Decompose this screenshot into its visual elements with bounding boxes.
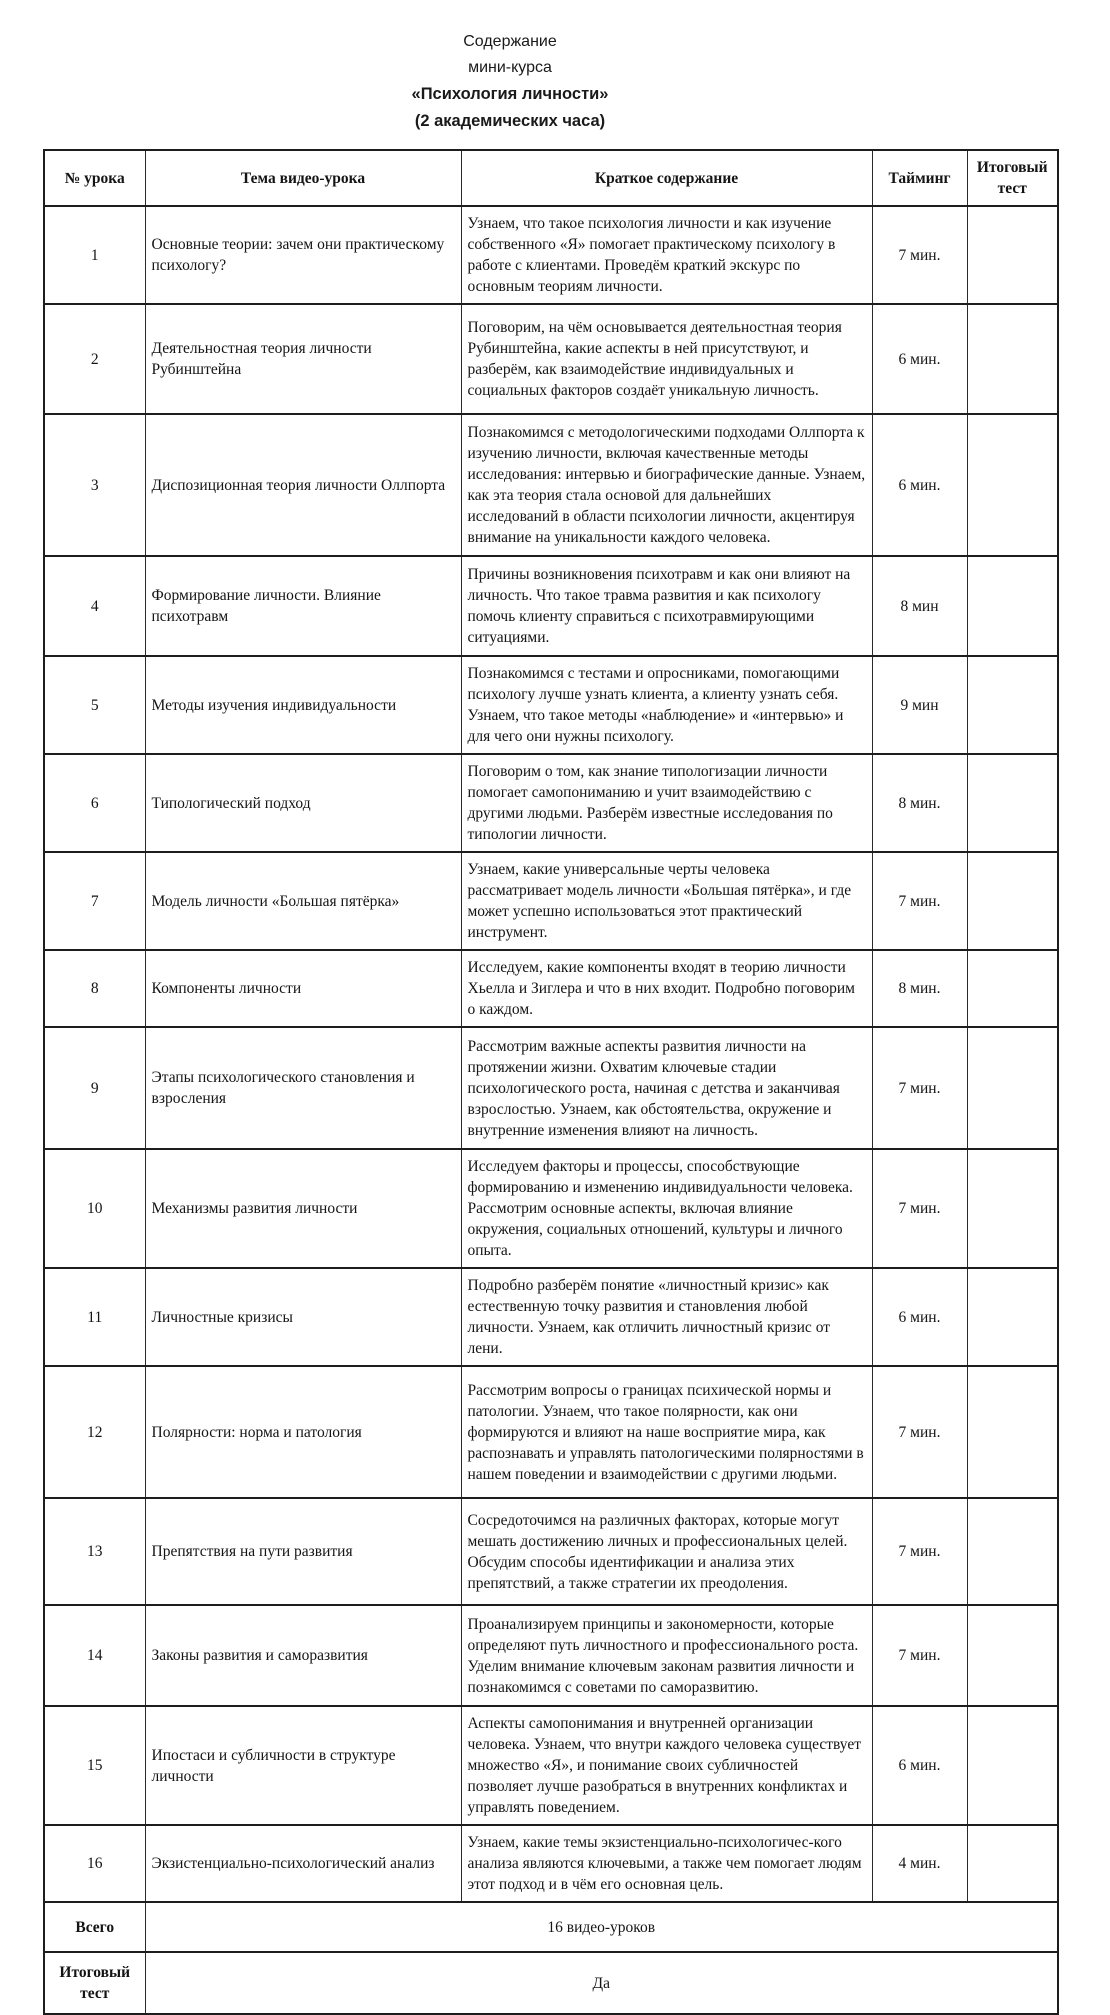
lesson-number-cell: 9 xyxy=(44,1027,145,1149)
lesson-timing-cell: 9 мин xyxy=(872,656,967,754)
lesson-topic-cell: Основные теории: зачем они практическому психологу? xyxy=(145,206,461,304)
lesson-test-cell xyxy=(967,206,1058,304)
lesson-number-cell: 15 xyxy=(44,1706,145,1825)
lesson-row xyxy=(44,304,1058,414)
document-page xyxy=(0,34,1110,2015)
lesson-topic-cell: Деятельностная теория личности Рубинштейна xyxy=(145,304,461,414)
course-heading xyxy=(0,34,1020,129)
lesson-test-cell xyxy=(967,414,1058,556)
lesson-timing-cell: 7 мин. xyxy=(872,1605,967,1706)
total-value: 16 видео-уроков xyxy=(145,1902,1058,1952)
lesson-summary-cell: Аспекты самопонимания и внутренней организации человека. Узнаем, что внутри каждого человека существует множество «Я», и понимание своих субличностей позволяет лучше разобраться в внутренних конфликтах и управлять поведением. xyxy=(461,1706,872,1825)
lesson-number-cell: 4 xyxy=(44,556,145,656)
lesson-number-cell: 6 xyxy=(44,754,145,852)
lesson-row xyxy=(44,1027,1058,1149)
lesson-number-cell: 14 xyxy=(44,1605,145,1706)
total-row xyxy=(44,1902,1058,1952)
lesson-row xyxy=(44,754,1058,852)
lesson-number-cell: 12 xyxy=(44,1366,145,1498)
lesson-summary-cell: Рассмотрим важные аспекты развития личности на протяжении жизни. Охватим ключевые стадии психологического роста, начиная с детства и заканчивая взрослостью. Узнаем, как обстоятельства, окружение и внутренние изменения влияют на личность. xyxy=(461,1027,872,1149)
lesson-summary-cell: Познакомимся с тестами и опросниками, помогающими психологу лучше узнать клиента, а клиенту узнать себя. Узнаем, что такое методы «наблюдение» и «интервью» и для чего они нужны психологу. xyxy=(461,656,872,754)
lesson-row xyxy=(44,1706,1058,1825)
lesson-test-cell xyxy=(967,1605,1058,1706)
lesson-timing-cell: 7 мин. xyxy=(872,1366,967,1498)
header-row xyxy=(44,150,1058,206)
lesson-timing-cell: 6 мин. xyxy=(872,1268,967,1366)
lesson-summary-cell: Причины возникновения психотравм и как они влияют на личность. Что такое травма развития и как психологу помочь клиенту справиться с психотравмирующими ситуациями. xyxy=(461,556,872,656)
lesson-number-cell: 3 xyxy=(44,414,145,556)
lesson-row xyxy=(44,556,1058,656)
lesson-summary-cell: Узнаем, какие темы экзистенциально-психологичес-кого анализа являются ключевыми, а также чем помогает людям этот подход и в чём его основная цель. xyxy=(461,1825,872,1902)
final-test-label: Итоговый тест xyxy=(44,1952,145,2014)
lesson-topic-cell: Механизмы развития личности xyxy=(145,1149,461,1268)
lesson-summary-cell: Сосредоточимся на различных факторах, которые могут мешать достижению личных и профессиональных целей. Обсудим способы идентификации и анализа этих препятствий, а также стратегии их преодоления. xyxy=(461,1498,872,1605)
lesson-topic-cell: Диспозиционная теория личности Оллпорта xyxy=(145,414,461,556)
lesson-topic-cell: Личностные кризисы xyxy=(145,1268,461,1366)
heading-minicourse-label: мини-курса xyxy=(468,59,552,76)
lesson-test-cell xyxy=(967,1366,1058,1498)
lesson-topic-cell: Ипостаси и субличности в структуре личности xyxy=(145,1706,461,1825)
lesson-summary-cell: Подробно разберём понятие «личностный кризис» как естественную точку развития и становления любой личности. Узнаем, как отличить личностный кризис от лени. xyxy=(461,1268,872,1366)
lesson-row xyxy=(44,852,1058,950)
lesson-test-cell xyxy=(967,1706,1058,1825)
lesson-topic-cell: Компоненты личности xyxy=(145,950,461,1027)
lesson-test-cell xyxy=(967,656,1058,754)
course-contents-table xyxy=(43,149,1059,2015)
lesson-number-cell: 2 xyxy=(44,304,145,414)
lesson-test-cell xyxy=(967,754,1058,852)
lesson-number-cell: 1 xyxy=(44,206,145,304)
lesson-timing-cell: 7 мин. xyxy=(872,1498,967,1605)
final-test-row xyxy=(44,1952,1058,2014)
lesson-test-cell xyxy=(967,950,1058,1027)
lesson-row xyxy=(44,206,1058,304)
table-footer xyxy=(44,1902,1058,2014)
lesson-number-cell: 7 xyxy=(44,852,145,950)
lesson-topic-cell: Законы развития и саморазвития xyxy=(145,1605,461,1706)
lesson-test-cell xyxy=(967,1149,1058,1268)
lesson-topic-cell: Типологический подход xyxy=(145,754,461,852)
lesson-topic-cell: Полярности: норма и патология xyxy=(145,1366,461,1498)
lesson-row xyxy=(44,1268,1058,1366)
lesson-row xyxy=(44,1825,1058,1902)
lesson-summary-cell: Рассмотрим вопросы о границах психической нормы и патологии. Узнаем, что такое полярности, как они формируются и влияют на наше восприятие мира, как распознавать и управлять патологическими полярностями в нашем поведении и взаимодействии с другими людьми. xyxy=(461,1366,872,1498)
lesson-number-cell: 10 xyxy=(44,1149,145,1268)
lesson-row xyxy=(44,1149,1058,1268)
heading-contents-label: Содержание xyxy=(463,33,557,50)
lesson-summary-cell: Исследуем, какие компоненты входят в теорию личности Хьелла и Зиглера и что в них входит. Подробно поговорим о каждом. xyxy=(461,950,872,1027)
lesson-timing-cell: 7 мин. xyxy=(872,852,967,950)
column-header-final-test: Итоговый тест xyxy=(967,150,1058,206)
lesson-test-cell xyxy=(967,304,1058,414)
column-header-timing: Тайминг xyxy=(872,150,967,206)
lesson-timing-cell: 8 мин. xyxy=(872,950,967,1027)
lesson-test-cell xyxy=(967,556,1058,656)
lesson-test-cell xyxy=(967,852,1058,950)
lesson-summary-cell: Узнаем, какие универсальные черты человека рассматривает модель личности «Большая пятёрка», и где может успешно использоваться этот практический инструмент. xyxy=(461,852,872,950)
lesson-topic-cell: Этапы психологического становления и взросления xyxy=(145,1027,461,1149)
lesson-number-cell: 13 xyxy=(44,1498,145,1605)
lesson-summary-cell: Познакомимся с методологическими подходами Оллпорта к изучению личности, включая качественные методы исследования: интервью и биографические данные. Узнаем, как эта теория стала основой для дальнейших исследований в области психологии личности, акцентируя внимание на уникальности каждого человека. xyxy=(461,414,872,556)
lesson-number-cell: 8 xyxy=(44,950,145,1027)
lesson-timing-cell: 6 мин. xyxy=(872,1706,967,1825)
lesson-summary-cell: Узнаем, что такое психология личности и как изучение собственного «Я» помогает практическому психологу в работе с клиентами. Проведём краткий экскурс по основным теориям личности. xyxy=(461,206,872,304)
lesson-timing-cell: 7 мин. xyxy=(872,206,967,304)
lesson-timing-cell: 6 мин. xyxy=(872,414,967,556)
lesson-summary-cell: Проанализируем принципы и закономерности, которые определяют путь личностного и профессионального роста. Уделим внимание ключевым законам развития личности и познакомимся с советами по саморазвитию. xyxy=(461,1605,872,1706)
lesson-timing-cell: 8 мин xyxy=(872,556,967,656)
table-header xyxy=(44,150,1058,206)
lesson-number-cell: 11 xyxy=(44,1268,145,1366)
lesson-test-cell xyxy=(967,1498,1058,1605)
table-body xyxy=(44,206,1058,1902)
lesson-test-cell xyxy=(967,1268,1058,1366)
total-label: Всего xyxy=(44,1902,145,1952)
lesson-row xyxy=(44,414,1058,556)
lesson-row xyxy=(44,1605,1058,1706)
lesson-summary-cell: Исследуем факторы и процессы, способствующие формированию и изменению индивидуальности человека. Рассмотрим основные аспекты, включая влияние окружения, социальных отношений, культуры и личного опыта. xyxy=(461,1149,872,1268)
lesson-timing-cell: 7 мин. xyxy=(872,1027,967,1149)
lesson-summary-cell: Поговорим, на чём основывается деятельностная теория Рубинштейна, какие аспекты в ней присутствуют, и разберём, как взаимодействие индивидуальных и социальных факторов создаёт уникальную личность. xyxy=(461,304,872,414)
lesson-timing-cell: 8 мин. xyxy=(872,754,967,852)
lesson-summary-cell: Поговорим о том, как знание типологизации личности помогает самопониманию и учит взаимодействию с другими людьми. Разберём известные исследования по типологии личности. xyxy=(461,754,872,852)
column-header-topic: Тема видео-урока xyxy=(145,150,461,206)
lesson-topic-cell: Модель личности «Большая пятёрка» xyxy=(145,852,461,950)
lesson-test-cell xyxy=(967,1027,1058,1149)
lesson-number-cell: 5 xyxy=(44,656,145,754)
lesson-row xyxy=(44,950,1058,1027)
lesson-row xyxy=(44,656,1058,754)
lesson-row xyxy=(44,1366,1058,1498)
lesson-topic-cell: Методы изучения индивидуальности xyxy=(145,656,461,754)
lesson-number-cell: 16 xyxy=(44,1825,145,1902)
lesson-topic-cell: Экзистенциально-психологический анализ xyxy=(145,1825,461,1902)
lesson-test-cell xyxy=(967,1825,1058,1902)
lesson-timing-cell: 6 мин. xyxy=(872,304,967,414)
lesson-row xyxy=(44,1498,1058,1605)
lesson-topic-cell: Формирование личности. Влияние психотравм xyxy=(145,556,461,656)
heading-course-duration: (2 академических часа) xyxy=(414,111,606,130)
lesson-topic-cell: Препятствия на пути развития xyxy=(145,1498,461,1605)
final-test-value: Да xyxy=(145,1952,1058,2014)
column-header-summary: Краткое содержание xyxy=(461,150,872,206)
lesson-timing-cell: 4 мин. xyxy=(872,1825,967,1902)
lesson-timing-cell: 7 мин. xyxy=(872,1149,967,1268)
heading-course-title: «Психология личности» xyxy=(411,85,609,103)
column-header-lesson-number: № урока xyxy=(44,150,145,206)
